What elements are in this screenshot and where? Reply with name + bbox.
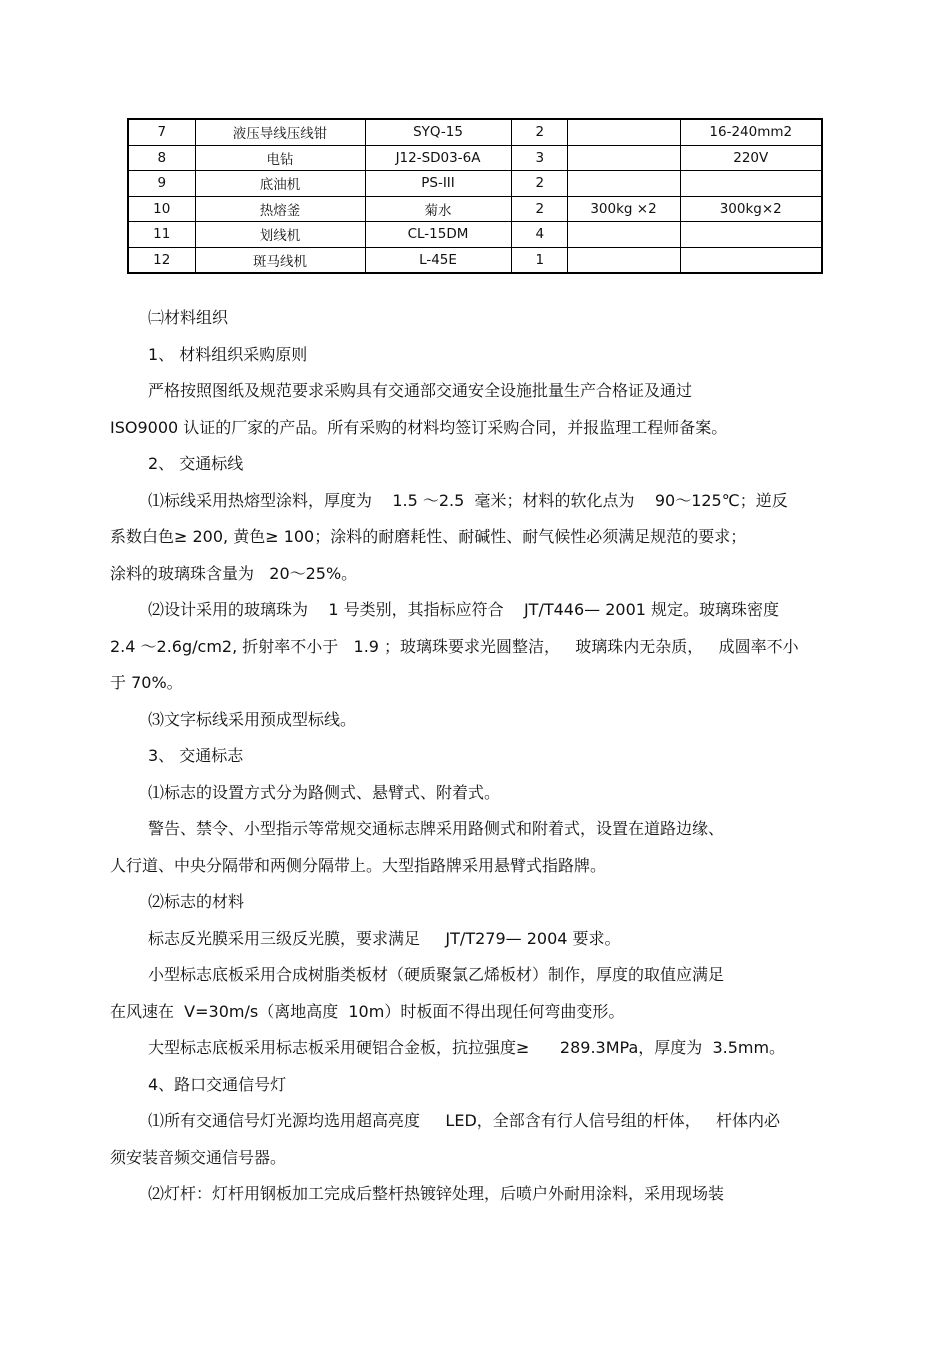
cell-spec: 220V xyxy=(680,145,822,171)
paragraph-5: ⑴标志的设置方式分为路侧式、悬臂式、附着式。 xyxy=(148,782,501,802)
table-row xyxy=(128,247,822,273)
cell-power xyxy=(567,171,680,197)
cell-no: 8 xyxy=(128,145,195,171)
cell-power xyxy=(567,222,680,248)
paragraph-1-line-2: ISO9000 认证的厂家的产品。所有采购的材料均签订采购合同，并报监理工程师备案。 xyxy=(110,417,728,437)
table-row xyxy=(128,171,822,197)
cell-spec xyxy=(680,222,822,248)
cell-no: 11 xyxy=(128,222,195,248)
table-row xyxy=(128,145,822,171)
cell-qty: 1 xyxy=(511,247,567,273)
paragraph-8: 标志反光膜采用三级反光膜，要求满足 JT/T279— 2004 要求。 xyxy=(148,928,621,948)
cell-no: 10 xyxy=(128,196,195,222)
heading-4: 4、路口交通信号灯 xyxy=(148,1074,287,1094)
table-row xyxy=(128,196,822,222)
table-row xyxy=(128,222,822,248)
paragraph-10: 大型标志底板采用标志板采用硬铝合金板，抗拉强度≥ 289.3MPa，厚度为 3.5mm。 xyxy=(148,1038,786,1057)
heading-3: 3、 交通标志 xyxy=(148,746,244,765)
cell-power: 300kg ×2 xyxy=(567,196,680,222)
table-body xyxy=(128,119,822,273)
paragraph-9-line-1: 小型标志底板采用合成树脂类板材（硬质聚氯乙烯板材）制作，厚度的取值应满足 xyxy=(148,965,725,984)
paragraph-2-line-3: 涂料的玻璃珠含量为 20～25%。 xyxy=(110,563,358,583)
cell-model: L-45E xyxy=(365,247,511,273)
cell-spec: 16-240mm2 xyxy=(680,119,822,145)
cell-name: 电钻 xyxy=(195,145,365,171)
paragraph-9-line-2: 在风速在 V=30m/s（离地高度 10m）时板面不得出现任何弯曲变形。 xyxy=(110,1001,625,1021)
paragraph-7: ⑵标志的材料 xyxy=(148,892,245,911)
paragraph-2-line-1: ⑴标线采用热熔型涂料，厚度为 1.5 ～2.5 毫米；材料的软化点为 90～125℃；逆反 xyxy=(148,490,788,510)
cell-spec xyxy=(680,171,822,197)
cell-qty: 2 xyxy=(511,119,567,145)
paragraph-4: ⑶文字标线采用预成型标线。 xyxy=(148,709,357,729)
cell-name: 划线机 xyxy=(195,222,365,248)
paragraph-3-line-2: 2.4 ～2.6g/cm2, 折射率不小于 1.9 ；玻璃珠要求光圆整洁， 玻璃珠内无杂质， 成圆率不小 xyxy=(110,636,799,656)
cell-no: 7 xyxy=(128,119,195,145)
equipment-table xyxy=(127,118,823,274)
cell-name: 液压导线压线钳 xyxy=(195,119,365,145)
cell-model: SYQ-15 xyxy=(365,119,511,145)
cell-model: CL-15DM xyxy=(365,222,511,248)
cell-model: 菊水 xyxy=(365,196,511,222)
paragraph-6-line-1: 警告、禁令、小型指示等常规交通标志牌采用路侧式和附着式，设置在道路边缘、 xyxy=(148,819,725,838)
cell-power xyxy=(567,119,680,145)
paragraph-3-line-1: ⑵设计采用的玻璃珠为 1 号类别，其指标应符合 JT/T446— 2001 规定。玻璃珠密度 xyxy=(148,600,780,619)
cell-qty: 3 xyxy=(511,145,567,171)
cell-no: 9 xyxy=(128,171,195,197)
paragraph-11-line-1: ⑴所有交通信号灯光源均选用超高亮度 LED，全部含有行人信号组的杆体， 杆体内必 xyxy=(148,1111,781,1130)
cell-qty: 4 xyxy=(511,222,567,248)
cell-spec: 300kg×2 xyxy=(680,196,822,222)
table-row xyxy=(128,119,822,145)
cell-model: PS-III xyxy=(365,171,511,197)
cell-name: 热熔釜 xyxy=(195,196,365,222)
paragraph-12: ⑵灯杆：灯杆用钢板加工完成后整杆热镀锌处理，后喷户外耐用涂料，采用现场装 xyxy=(148,1184,725,1203)
cell-name: 斑马线机 xyxy=(195,247,365,273)
cell-power xyxy=(567,247,680,273)
paragraph-6-line-2: 人行道、中央分隔带和两侧分隔带上。大型指路牌采用悬臂式指路牌。 xyxy=(110,855,607,875)
cell-no: 12 xyxy=(128,247,195,273)
cell-name: 底油机 xyxy=(195,171,365,197)
paragraph-1-line-1: 严格按照图纸及规范要求采购具有交通部交通安全设施批量生产合格证及通过 xyxy=(148,381,693,400)
heading-2: 2、 交通标线 xyxy=(148,454,244,473)
cell-spec xyxy=(680,247,822,273)
cell-model: J12-SD03-6A xyxy=(365,145,511,171)
paragraph-11-line-2: 须安装音频交通信号器。 xyxy=(110,1147,287,1167)
paragraph-3-line-3: 于 70%。 xyxy=(110,673,183,692)
cell-power xyxy=(567,145,680,171)
paragraph-2-line-2: 系数白色≥ 200, 黄色≥ 100；涂料的耐磨耗性、耐碱性、耐气候性必须满足规范的要求； xyxy=(110,527,747,546)
cell-qty: 2 xyxy=(511,171,567,197)
document-body xyxy=(110,300,840,1213)
heading-1: 1、 材料组织采购原则 xyxy=(148,344,308,364)
section-title: ㈡材料组织 xyxy=(148,308,229,327)
cell-qty: 2 xyxy=(511,196,567,222)
